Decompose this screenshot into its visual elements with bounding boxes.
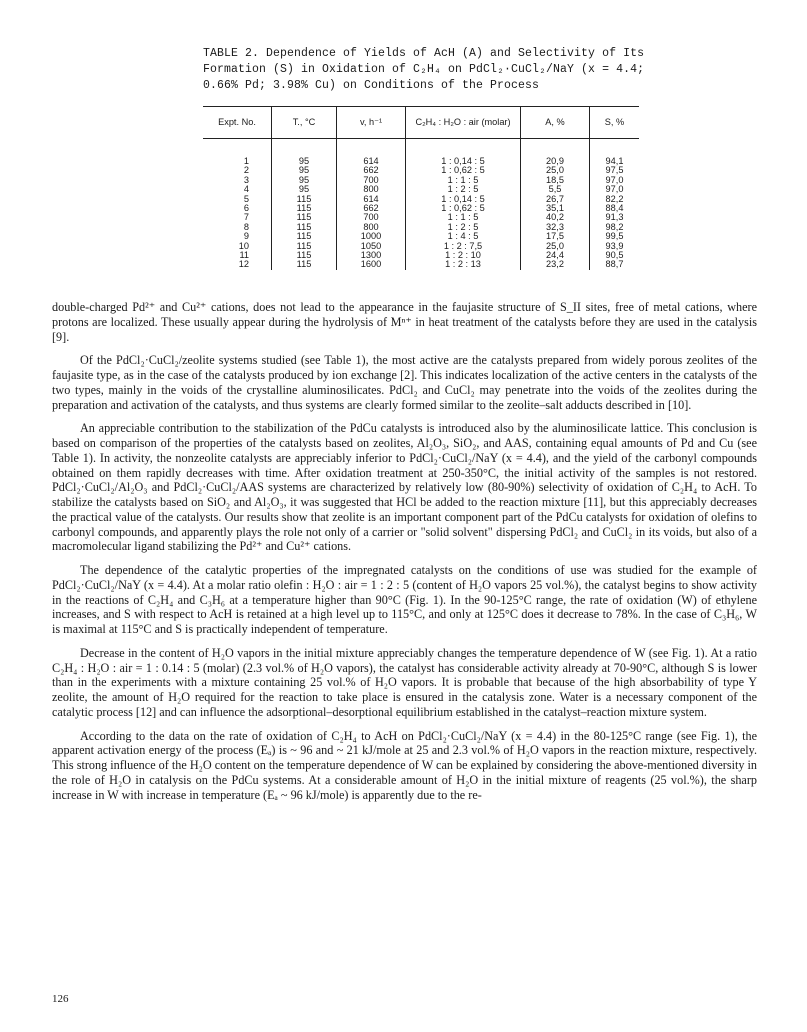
cell-ratio: 1 : 2 : 5 (406, 223, 521, 232)
cell-yield: 35,1 (521, 204, 590, 213)
paragraph: double-charged Pd²⁺ and Cu²⁺ cations, does not lead to the appearance in the faujasite structure of S_II sites, free of metal cations, where protons are localized. These usually appear during the hydrolysis of Mⁿ⁺ in heat treatment of the catalysts before they are used in the catalysis [9]. (52, 300, 757, 344)
cell-selectivity: 98,2 (590, 223, 640, 232)
table-row (203, 204, 639, 213)
cell-space-velocity: 1600 (337, 260, 406, 269)
page-number: 126 (52, 993, 69, 1005)
cell-yield: 23,2 (521, 260, 590, 269)
cell-selectivity: 97,0 (590, 176, 640, 185)
cell-temperature: 115 (272, 195, 337, 204)
header-selectivity: S, % (590, 107, 640, 139)
paragraph: Decrease in the content of H₂O vapors in the initial mixture appreciably changes the temperature dependence of W (see Fig. 1). At a ratio C₂H₄ : H₂O : air = 1 : 0.14 : 5 (molar) (2.3 vol.% of H₂O vapors), the catalyst has considerable activity already at 70-90°C, although S is lower than in the experiments with a mixture containing 25 vol.% of H₂O vapors. It is probable that because of the high absorbability of type Y zeolite, the amount of H₂O required for the reaction to take place is ensured in the catalysis zone. Water is a necessary component of the catalytic process [12] and can influence the adsorptional–desorptional equilibrium established in the catalyst–reaction mixture system. (52, 645, 757, 719)
cell-ratio: 1 : 1 : 5 (406, 176, 521, 185)
cell-yield: 40,2 (521, 213, 590, 222)
cell-space-velocity: 700 (337, 213, 406, 222)
cell-selectivity: 94,1 (590, 139, 640, 167)
data-table (203, 106, 639, 270)
cell-space-velocity: 1000 (337, 232, 406, 241)
cell-yield: 24,4 (521, 251, 590, 260)
cell-space-velocity: 1050 (337, 242, 406, 251)
cell-yield: 17,5 (521, 232, 590, 241)
cell-temperature: 115 (272, 260, 337, 269)
cell-temperature: 95 (272, 139, 337, 167)
cell-selectivity: 97,0 (590, 185, 640, 194)
cell-yield: 5,5 (521, 185, 590, 194)
cell-yield: 25,0 (521, 166, 590, 175)
cell-expt: 10 (238, 240, 249, 251)
cell-space-velocity: 700 (337, 176, 406, 185)
cell-expt: 12 (238, 259, 249, 270)
cell-ratio: 1 : 2 : 5 (406, 185, 521, 194)
paragraph: According to the data on the rate of oxidation of C₂H₄ to AcH on PdCl₂·CuCl₂/NaY (x = 4.4) in the 80-125°C range (see Fig. 1), the apparent activation energy of the process (Eₐ) is ~ 96 and ~ 21 kJ/mole at 25 and 2.3 vol.% of H₂O vapors in the reaction mixture, respectively. This strong influence of the H₂O content on the temperature dependence of W can be explained by considering the above-mentioned diversity in the role of H₂O in catalysis on the PdCu systems. At a considerable amount of H₂O in the initial mixture of reagents (25 vol.%), the sharp increase in W with increase in temperature (Eₐ ~ 96 kJ/mole) is apparently due to the re- (52, 728, 757, 802)
cell-temperature: 95 (272, 185, 337, 194)
cell-yield: 26,7 (521, 195, 590, 204)
header-temperature: T., °C (272, 107, 337, 139)
cell-ratio: 1 : 1 : 5 (406, 213, 521, 222)
cell-selectivity: 88,4 (590, 204, 640, 213)
cell-expt: 6 (243, 203, 249, 214)
cell-ratio: 1 : 0,62 : 5 (406, 204, 521, 213)
header-space-velocity: v, h⁻¹ (337, 107, 406, 139)
cell-yield: 20,9 (521, 139, 590, 167)
cell-space-velocity: 800 (337, 185, 406, 194)
table-row (203, 139, 639, 167)
cell-space-velocity: 614 (337, 139, 406, 167)
table-row (203, 176, 639, 185)
cell-expt: 11 (239, 250, 249, 261)
cell-temperature: 115 (272, 251, 337, 260)
cell-ratio: 1 : 0,62 : 5 (406, 166, 521, 175)
header-expt: Expt. No. (203, 107, 272, 139)
header-yield: A, % (521, 107, 590, 139)
cell-selectivity: 93,9 (590, 242, 640, 251)
cell-temperature: 115 (272, 204, 337, 213)
table-row (203, 166, 639, 175)
cell-expt: 1 (243, 156, 249, 166)
cell-ratio: 1 : 0,14 : 5 (406, 195, 521, 204)
cell-expt: 9 (243, 231, 249, 242)
table-header-row (203, 107, 639, 139)
cell-temperature: 115 (272, 242, 337, 251)
cell-yield: 32,3 (521, 223, 590, 232)
cell-ratio: 1 : 0,14 : 5 (406, 139, 521, 167)
cell-yield: 25,0 (521, 242, 590, 251)
cell-space-velocity: 662 (337, 166, 406, 175)
cell-expt: 5 (243, 193, 249, 204)
paragraph: Of the PdCl₂·CuCl₂/zeolite systems studied (see Table 1), the most active are the catalysts prepared from widely porous zeolites of the faujasite type, as in the case of the catalysts produced by ion exchange [2]. This indicates localization of the active centers in the catalysts of the two types, mainly in the voids of the crystalline aluminosilicates. PdCl₂ and CuCl₂ may penetrate into the voids of the zeolites during the preparation and activation of the catalysts, and thus systems are clearly formed similar to the zeolite–salt adducts described in [10]. (52, 353, 757, 412)
table-row (203, 232, 639, 241)
header-ratio: C₂H₄ : H₂O : air (molar) (406, 107, 521, 139)
cell-expt: 3 (243, 174, 249, 185)
table-row (203, 251, 639, 260)
cell-selectivity: 97,5 (590, 166, 640, 175)
cell-temperature: 95 (272, 176, 337, 185)
cell-yield: 18,5 (521, 176, 590, 185)
table-row (203, 242, 639, 251)
cell-expt: 8 (243, 221, 249, 232)
cell-space-velocity: 614 (337, 195, 406, 204)
cell-expt: 7 (243, 212, 249, 223)
table-caption: TABLE 2. Dependence of Yields of AcH (A) and Selectivity of Its Formation (S) in Oxidation of C₂H₄ on PdCl₂·CuCl₂/NaY (x = 4.4; 0.66% Pd; 3.98% Cu) on Conditions of the Process (203, 47, 645, 92)
cell-selectivity: 91,3 (590, 213, 640, 222)
body-text (52, 300, 757, 811)
cell-selectivity: 99,5 (590, 232, 640, 241)
table-row (203, 185, 639, 194)
cell-ratio: 1 : 2 : 7,5 (406, 242, 521, 251)
cell-ratio: 1 : 4 : 5 (406, 232, 521, 241)
cell-temperature: 95 (272, 166, 337, 175)
cell-expt: 2 (243, 165, 249, 176)
cell-space-velocity: 800 (337, 223, 406, 232)
table-row (203, 213, 639, 222)
cell-temperature: 115 (272, 232, 337, 241)
cell-ratio: 1 : 2 : 13 (406, 260, 521, 269)
paragraph: An appreciable contribution to the stabilization of the PdCu catalysts is introduced also by the aluminosilicate lattice. This conclusion is based on comparison of the properties of the catalysts based on zeolites, Al₂O₃, SiO₂, and AAS, containing equal amounts of Pd and Cu (see Table 1). In activity, the nonzeolite catalysts are appreciably inferior to PdCl₂·CuCl₂/NaY (x = 4.4), and the yield of the carbonyl compounds obtained on them rapidly decreases with time. After oxidation treatment at 250-350°C, the initial activity of the samples is not restored. PdCl₂·CuCl₂/Al₂O₃ and PdCl₂·CuCl₂/AAS systems are characterized by relatively low (80-90%) selectivity of oxidation of C₂H₄ to AcH. To stabilize the catalysts based on SiO₂ and Al₂O₃, it was suggested that HCl be added to the reaction mixture [11], but this appreciably decreases the practical value of the catalysts. Our results show that zeolite is an important component part of the PdCu catalysts for oxidation of olefins to carbonyl compounds, and apparently plays the role not only of a carrier or "solid solvent" dispersing PdCl₂ and CuCl₂ in its voids, but also of a macromolecular ligand stabilizing the Pd²⁺ and Cu²⁺ cations. (52, 421, 757, 554)
cell-temperature: 115 (272, 213, 337, 222)
cell-selectivity: 88,7 (590, 260, 640, 269)
cell-expt: 4 (243, 184, 249, 195)
cell-space-velocity: 662 (337, 204, 406, 213)
table-row (203, 260, 639, 269)
table-row (203, 223, 639, 232)
cell-selectivity: 90,5 (590, 251, 640, 260)
cell-space-velocity: 1300 (337, 251, 406, 260)
cell-selectivity: 82,2 (590, 195, 640, 204)
cell-temperature: 115 (272, 223, 337, 232)
cell-ratio: 1 : 2 : 10 (406, 251, 521, 260)
paragraph: The dependence of the catalytic properties of the impregnated catalysts on the conditions of use was studied for the example of PdCl₂·CuCl₂/NaY (x = 4.4). At a molar ratio olefin : H₂O : air = 1 : 2 : 5 (content of H₂O vapors 25 vol.%), the catalyst begins to show activity in the reactions of C₂H₄ and C₃H₆ at a temperature higher than 90°C (Fig. 1). In the 90-125°C range, the rate of oxidation (W) of ethylene increases, and S with respect to AcH is retained at a high level up to 115°C, and only at 125°C does it decrease to 78%. In the case of C₃H₆, W is maximal at 115°C and S is practically independent of temperature. (52, 563, 757, 636)
table-row (203, 195, 639, 204)
